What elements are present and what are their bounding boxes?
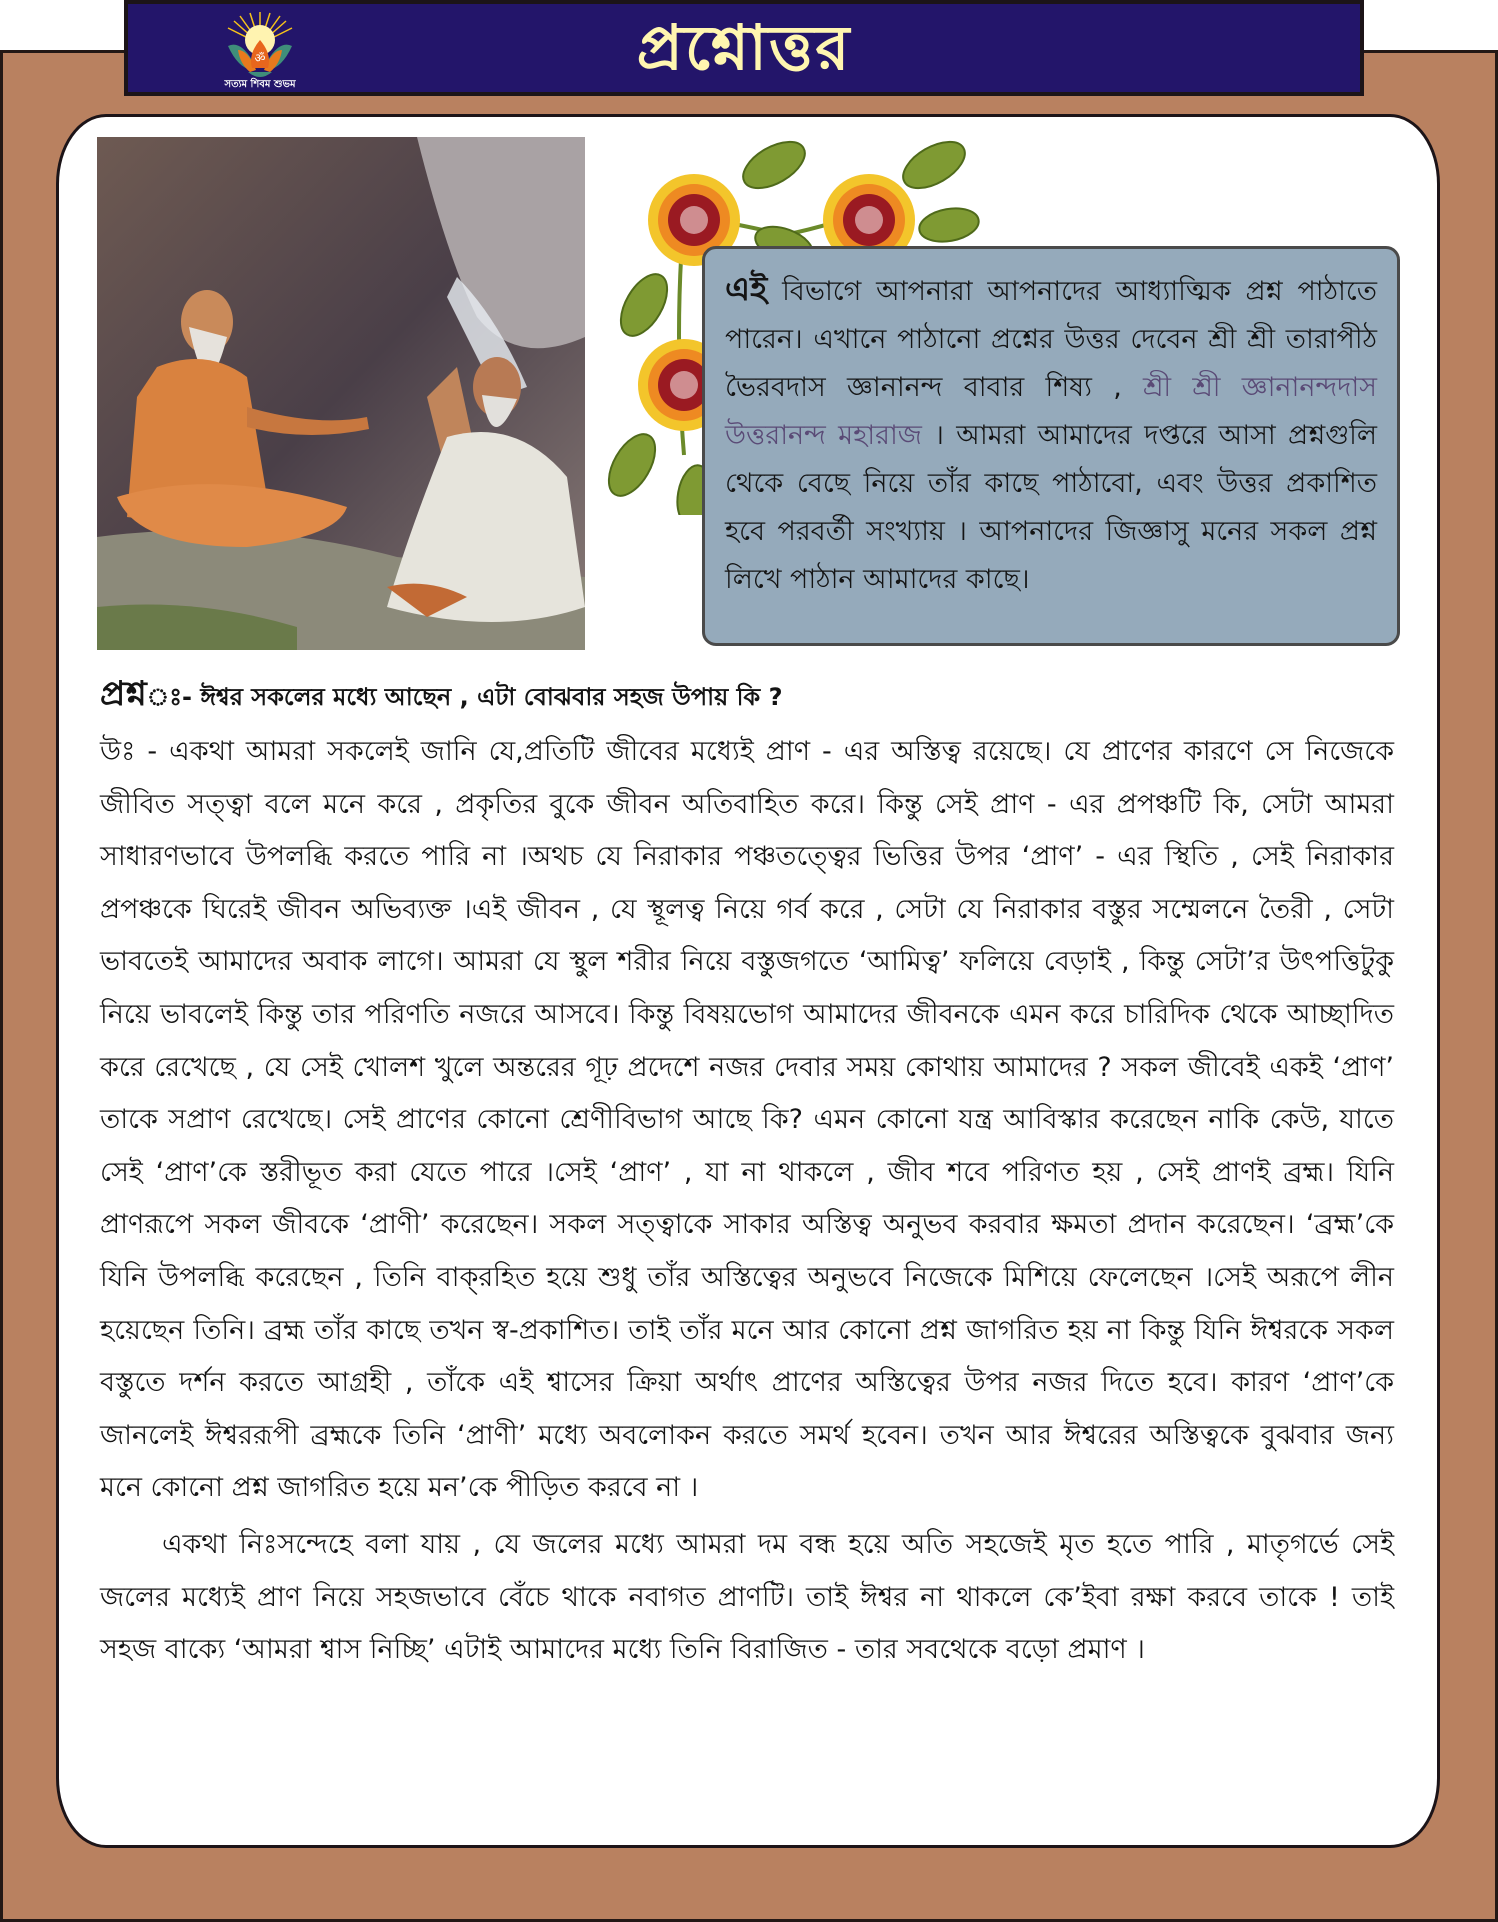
intro-first-word: এই <box>725 269 768 308</box>
answer-paragraph: উঃ - একথা আমরা সকলেই জানি যে,প্রতিটি জীবের মধ্যেই প্রাণ - এর অস্তিত্ব রয়েছে। যে প্রাণের কারণে সে নিজেকে জীবিত সত্ত্বা বলে মনে করে , প্রকৃতির বুকে জীবন অতিবাহিত করে। কিন্তু সেই প্রাণ - এর প্রপঞ্চটি কি, সেটা আমরা সাধারণভাবে উপলব্ধি করতে পারি না ।অথচ যে নিরাকার পঞ্চতত্ত্বের ভিত্তির উপর ‘প্রাণ’ - এর স্থিতি , সেই নিরাকার প্রপঞ্চকে ঘিরেই জীবন অভিব্যক্ত ।এই জীবন , যে স্থূলত্ব নিয়ে গর্ব করে , সেটা যে নিরাকার বস্তুর সম্মেলনে তৈরী , সেটা ভাবতেই আমাদের অবাক লাগে। আমরা যে স্থুল শরীর নিয়ে বস্তুজগতে ‘আমিত্ব’ ফলিয়ে বেড়াই , কিন্তু সেটা’র উৎপত্তিটুকু নিয়ে ভাবলেই কিন্তু তার পরিণতি নজরে আসবে। কিন্তু বিষয়ভোগ আমাদের জীবনকে এমন করে চারিদিক থেকে আচ্ছাদিত করে রেখেছে , যে সেই খোলশ খুলে অন্তরের গূঢ় প্রদেশে নজর দেবার সময় কোথায় আমাদের ? সকল জীবেই একই ‘প্রাণ’ তাকে সপ্রাণ রেখেছে। সেই প্রাণের কোনো শ্রেণীবিভাগ আছে কি? এমন কোনো যন্ত্র আবিস্কার করেছেন নাকি কেউ, যাতে সেই ‘প্রাণ’কে স্তরীভূত করা যেতে পারে ।সেই ‘প্রাণ’ , যা না থাকলে , জীব শবে পরিণত হয় , সেই প্রাণই ব্রহ্ম। যিনি প্রাণরূপে সকল জীবকে ‘প্রাণী’ করেছেন। সকল সত্ত্বাকে সাকার অস্তিত্ব অনুভব করবার ক্ষমতা প্রদান করেছেন। ‘ব্রহ্ম’কে যিনি উপলব্ধি করেছেন , তিনি বাক্‌রহিত হয়ে শুধু তাঁর অস্তিত্বের অনুভবে নিজেকে মিশিয়ে ফেলেছেন ।সেই অরূপে লীন হয়েছেন তিনি। ব্রহ্ম তাঁর কাছে তখন স্ব-প্রকাশিত। তাই তাঁর মনে আর কোনো প্রশ্ন জাগরিত হয় না কিন্তু যিনি ঈশ্বরকে সকল বস্তুতে দর্শন করতে আগ্রহী , তাঁকে এই শ্বাসের ক্রিয়া অর্থাৎ প্রাণের অস্তিত্বের উপর নজর দিতে হবে। কারণ ‘প্রাণ’কে জানলেই ঈশ্বররূপী ব্রহ্মকে তিনি ‘প্রাণী’ মধ্যে অবলোকন করতে সমর্থ হবেন। তখন আর ঈশ্বরের অস্তিত্বকে বুঝবার জন্য মনে কোনো প্রশ্ন জাগরিত হয়ে মন’কে পীড়িত করবে না । <box>100 736 1394 1504</box>
intro-notice-box <box>702 246 1400 646</box>
intro-text-part2: । আমরা আমাদের দপ্তরে আসা প্রশ্নগুলি থেকে বেছে নিয়ে তাঁর কাছে পাঠাবো, এবং উত্তর প্রকাশিত হবে পরবর্তী সংখ্যায় । আপনাদের জিজ্ঞাসু মনের সকল প্রশ্ন লিখে পাঠান আমাদের কাছে। <box>725 420 1377 595</box>
answer-body <box>100 726 1394 1677</box>
answer-paragraph: একথা নিঃসন্দেহে বলা যায় , যে জলের মধ্যে আমরা দম বন্ধ হয়ে অতি সহজেই মৃত হতে পারি , মাতৃগর্ভে সেই জলের মধ্যেই প্রাণ নিয়ে সহজভাবে বেঁচে থাকে নবাগত প্রাণটি। তাই ঈশ্বর না থাকলে কে’ইবা রক্ষা করবে তাকে ! তাই সহজ বাক্যে ‘আমরা শ্বাস নিচ্ছি’ এটাই আমাদের মধ্যে তিনি বিরাজিত - তার সবথেকে বড়ো প্রমাণ । <box>100 1528 1394 1666</box>
intro-highlight-name: শ্রী শ্রী জ্ঞানানন্দদাস উত্তরানন্দ মহারাজ <box>725 372 1377 451</box>
question-prefix: প্রশ্ন <box>100 674 147 714</box>
question-heading <box>100 672 1400 719</box>
logo-caption: সত্যম শিবম শুভম <box>224 79 296 90</box>
question-text: ঃ- ঈশ্বর সকলের মধ্যে আছেন , এটা বোঝবার সহজ উপায় কি ? <box>146 683 783 711</box>
page-title: প্রশ্নোত্তর <box>636 11 852 84</box>
sage-painting-image <box>97 137 585 650</box>
intro-text-part1: বিভাগে আপনারা আপনাদের আধ্যাত্মিক প্রশ্ন পাঠাতে পারেন। এখানে পাঠানো প্রশ্নের উত্তর দেবেন শ্রী শ্রী তারাপীঠ ভৈরবদাস জ্ঞানানন্দ বাবার শিষ্য , <box>725 276 1377 403</box>
svg-text:ॐ: ॐ <box>254 51 266 65</box>
header-banner <box>124 0 1364 96</box>
